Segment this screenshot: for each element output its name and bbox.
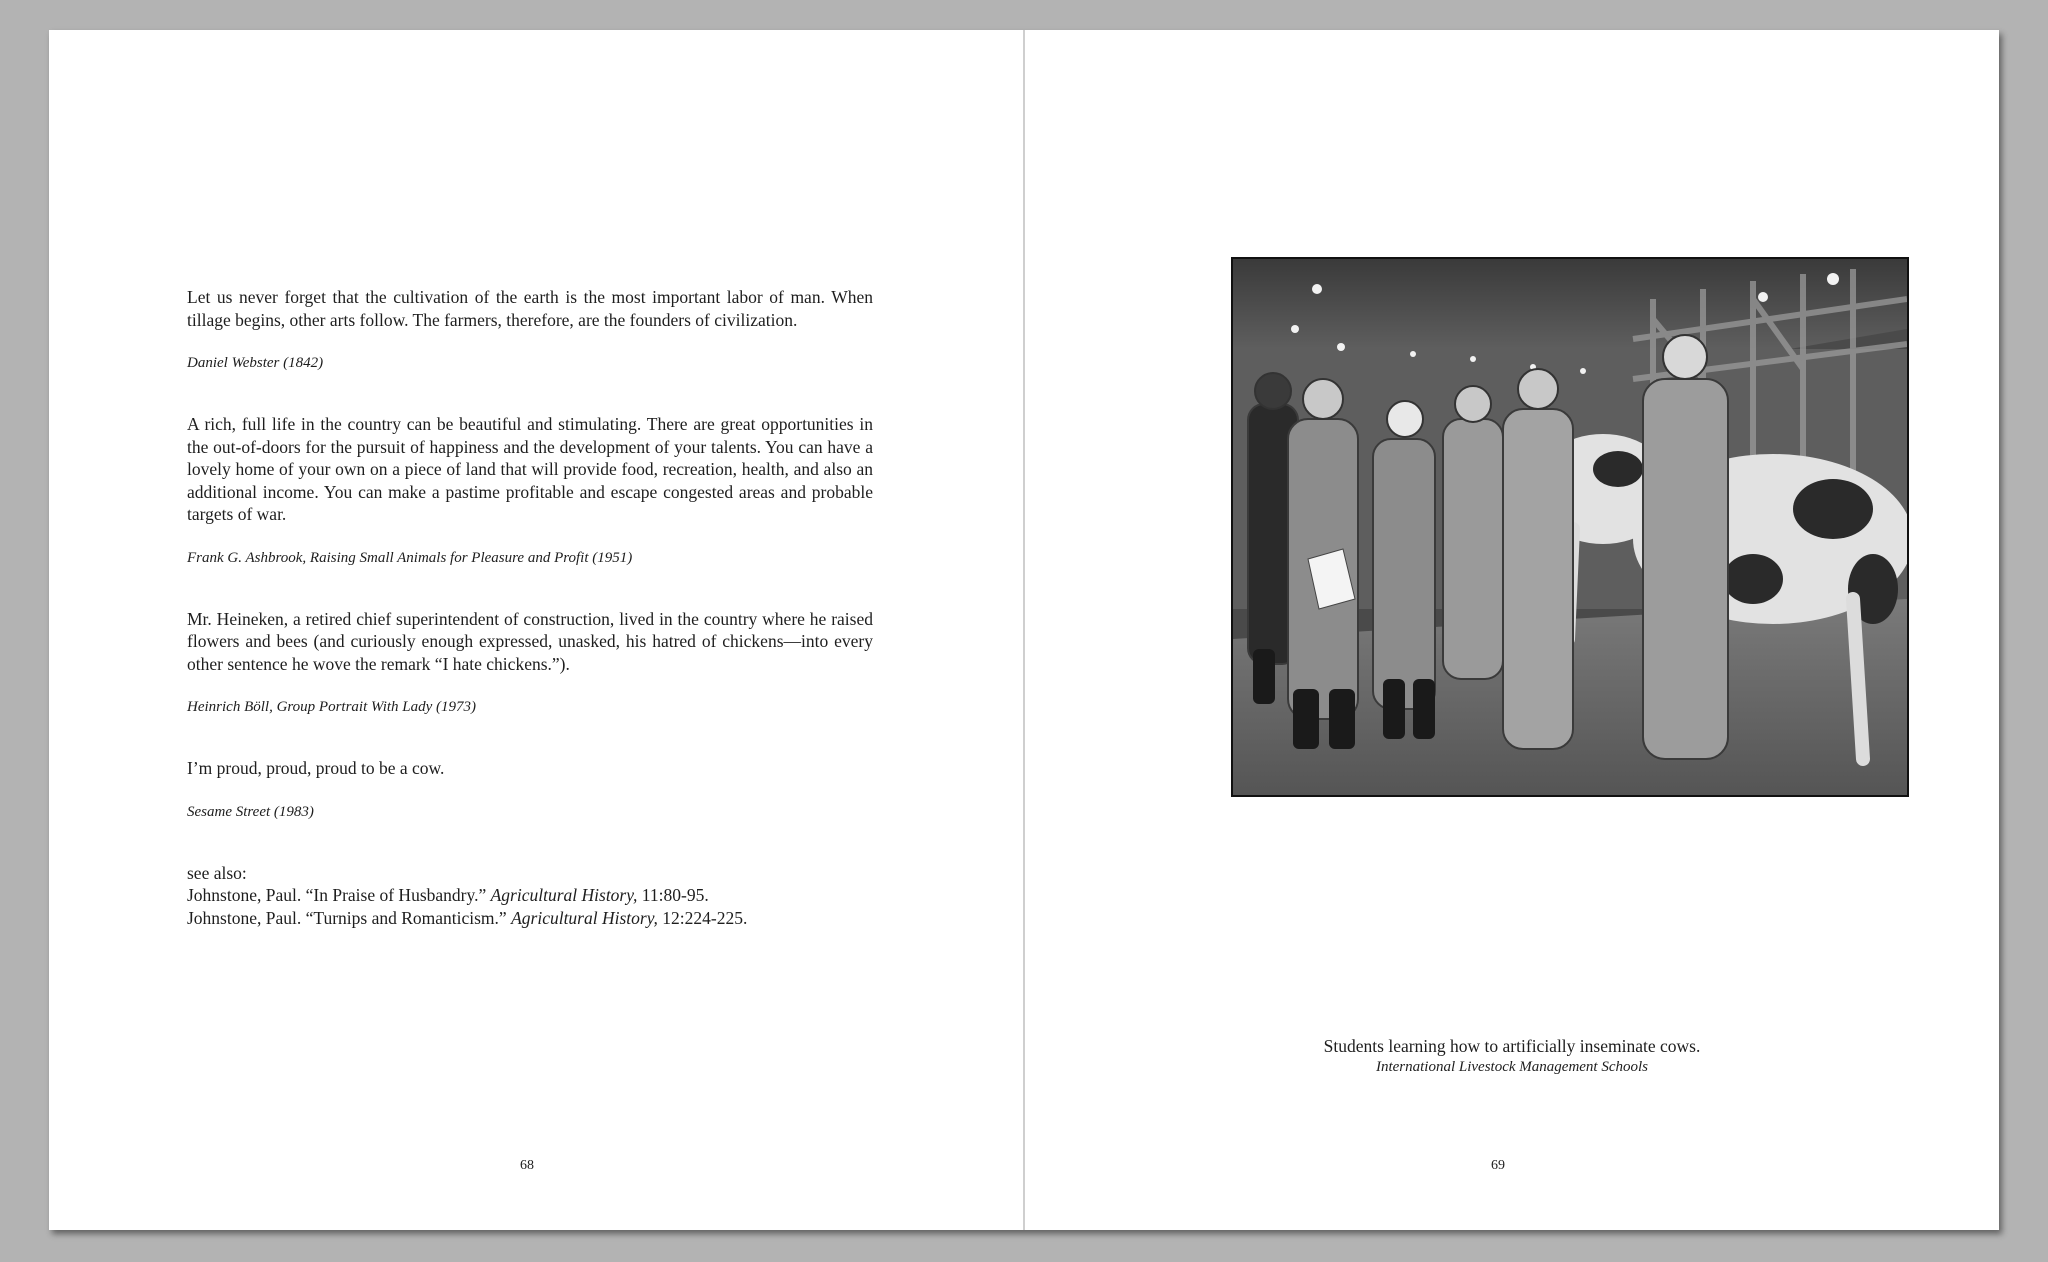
quote-text: I’m proud, proud, proud to be a cow. (187, 758, 445, 778)
reference-entry (187, 884, 873, 907)
right-page (1025, 30, 1999, 1230)
quote-text: Mr. Heineken, a retired chief superintendent of construction, lived in the country where he raised flowers and bees (and curiously enough expressed, unasked, his hatred of chickens—into every other sentence he wove the remark “I hate chickens.”). (187, 608, 873, 674)
left-page (49, 30, 1023, 1230)
quote-block (187, 757, 873, 822)
quotes-column (187, 286, 873, 929)
reference-pages: 11:80-95. (641, 885, 709, 905)
page-number: 68 (520, 1158, 534, 1173)
see-also-section (187, 862, 873, 930)
photo-illustration (1233, 259, 1907, 795)
reference-journal: Agricultural History, (511, 907, 658, 928)
quote-text: A rich, full life in the country can be beautiful and stimulating. There are great opportunities in the out-of-doors for the pursuit of happiness and the development of your talents. You can have a lovely home of your own on a piece of land that will provide food, recreation, health, and also an additional income. You can make a pastime profitable and escape congested areas and probable targets of war. (187, 414, 873, 524)
see-also-label: see also: (187, 862, 247, 883)
quote-source: Heinrich Böll, Group Portrait With Lady (1973) (187, 699, 477, 715)
barn-photo (1231, 257, 1909, 797)
book-spread (49, 30, 1999, 1230)
reference-author: Johnstone, Paul. “Turnips and Romanticism.” (187, 907, 507, 928)
quote-source: Daniel Webster (1842) (187, 355, 324, 371)
page-number: 69 (1491, 1158, 1505, 1173)
photo-caption (1025, 1035, 1999, 1078)
quote-block (187, 608, 873, 718)
reference-pages: 12:224-225. (662, 907, 748, 928)
quote-source: Frank G. Ashbrook, Raising Small Animals for Pleasure and Profit (1951) (187, 549, 633, 566)
quote-text: Let us never forget that the cultivation of the earth is the most important labor of man. When tillage begins, other arts follow. The farmers, therefore, are the founders of civilization. (187, 287, 873, 330)
caption-text: Students learning how to artificially inseminate cows. (1323, 1036, 1701, 1056)
reference-author: Johnstone, Paul. “In Praise of Husbandry.” (187, 885, 487, 905)
quote-block (187, 413, 873, 568)
quote-source: Sesame Street (1983) (187, 803, 314, 820)
reference-entry (187, 907, 873, 930)
quote-block (187, 286, 873, 373)
reference-journal: Agricultural History, (490, 885, 638, 905)
caption-credit: International Livestock Management Schools (1375, 1059, 1649, 1075)
